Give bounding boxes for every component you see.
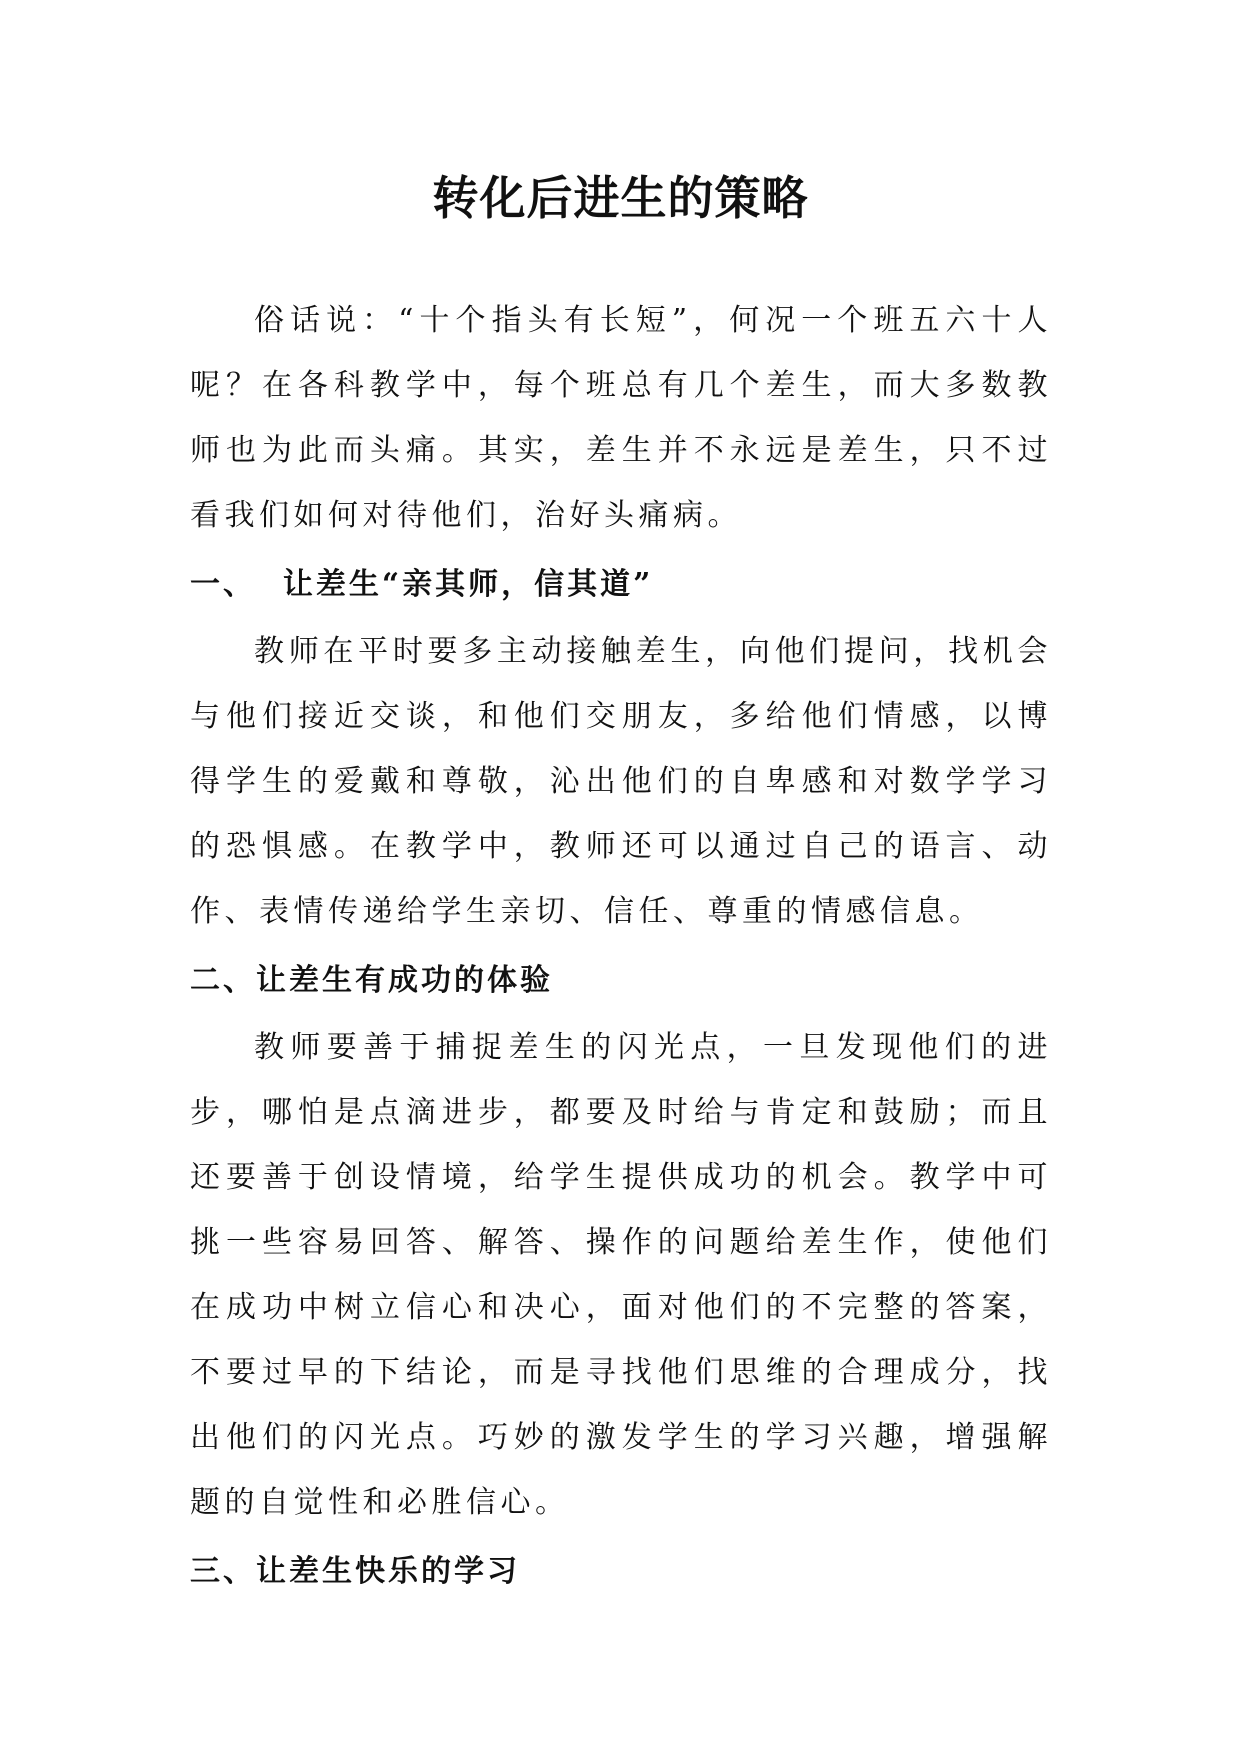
- section-heading-1: 一、 让差生“亲其师，信其道”: [190, 567, 654, 602]
- section-body-2: 教师要善于捕捉差生的闪光点，一旦发现他们的进步，哪怕是点滴进步，都要及时给与肯定和鼓励；而且还要善于创设情境，给学生提供成功的机会。教学中可挑一些容易回答、解答、操作的问题给差生作，使他们在成功中树立信心和决心，面对他们的不完整的答案，不要过早的下结论，而是寻找他们思维的合理成分，找出他们的闪光点。巧妙的激发学生的学习兴趣，增强解题的自觉性和必胜信心。: [190, 1030, 1052, 1520]
- document-body: [190, 288, 1052, 1606]
- page-title: 转化后进生的策略: [432, 171, 809, 225]
- section-heading-3: 三、让差生快乐的学习: [190, 1554, 520, 1589]
- section-heading-2: 二、让差生有成功的体验: [190, 963, 553, 998]
- section-body-1: 教师在平时要多主动接触差生，向他们提问，找机会与他们接近交谈，和他们交朋友，多给他们情感，以博得学生的爱戴和尊敬，沁出他们的自卑感和对数学学习的恐惧感。在教学中，教师还可以通过自己的语言、动作、表情传递给学生亲切、信任、尊重的情感信息。: [190, 634, 1052, 929]
- intro-paragraph: 俗话说：“十个指头有长短”，何况一个班五六十人呢？在各科教学中，每个班总有几个差生，而大多数教师也为此而头痛。其实，差生并不永远是差生，只不过看我们如何对待他们，治好头痛病。: [190, 303, 1052, 533]
